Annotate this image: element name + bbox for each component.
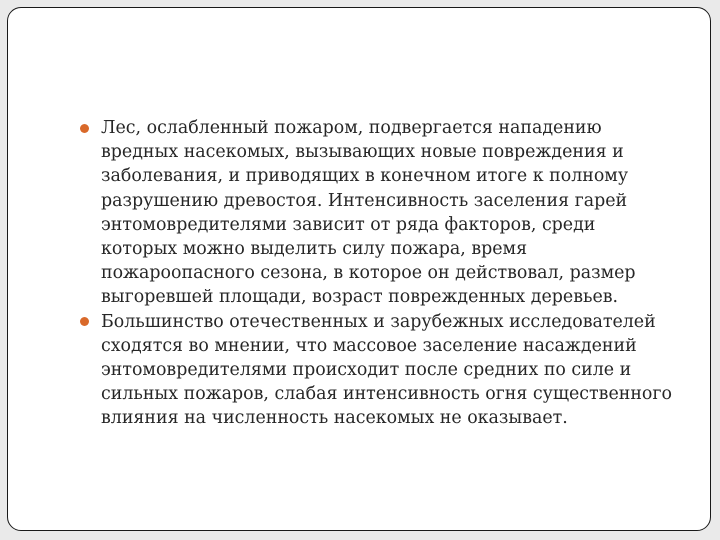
- bullet-dot-icon: [80, 317, 89, 326]
- bullet-item-2: [76, 310, 676, 431]
- bullet-text: Лес, ослабленный пожаром, подвергается нападению вредных насекомых, вызывающих новые повреждения и заболевания, и приводящих в конечном итоге к полному разрушению древостоя. Интенсивность заселения гарей энтомовредителями зависит от ряда факторов, среди которых можно выделить силу пожара, время пожароопасного сезона, в которое он действовал, размер выгоревшей площади, возраст поврежденных деревьев.: [101, 118, 636, 308]
- bullet-text: Большинство отечественных и зарубежных исследователей сходятся во мнении, что массовое заселение насаждений энтомовредителями происходит после средних по силе и сильных пожаров, слабая интенсивность огня существенного влияния на численность насекомых не оказывает.: [101, 311, 672, 429]
- bullet-list: [76, 116, 676, 431]
- bullet-item-1: [76, 116, 676, 310]
- bullet-dot-icon: [80, 124, 89, 133]
